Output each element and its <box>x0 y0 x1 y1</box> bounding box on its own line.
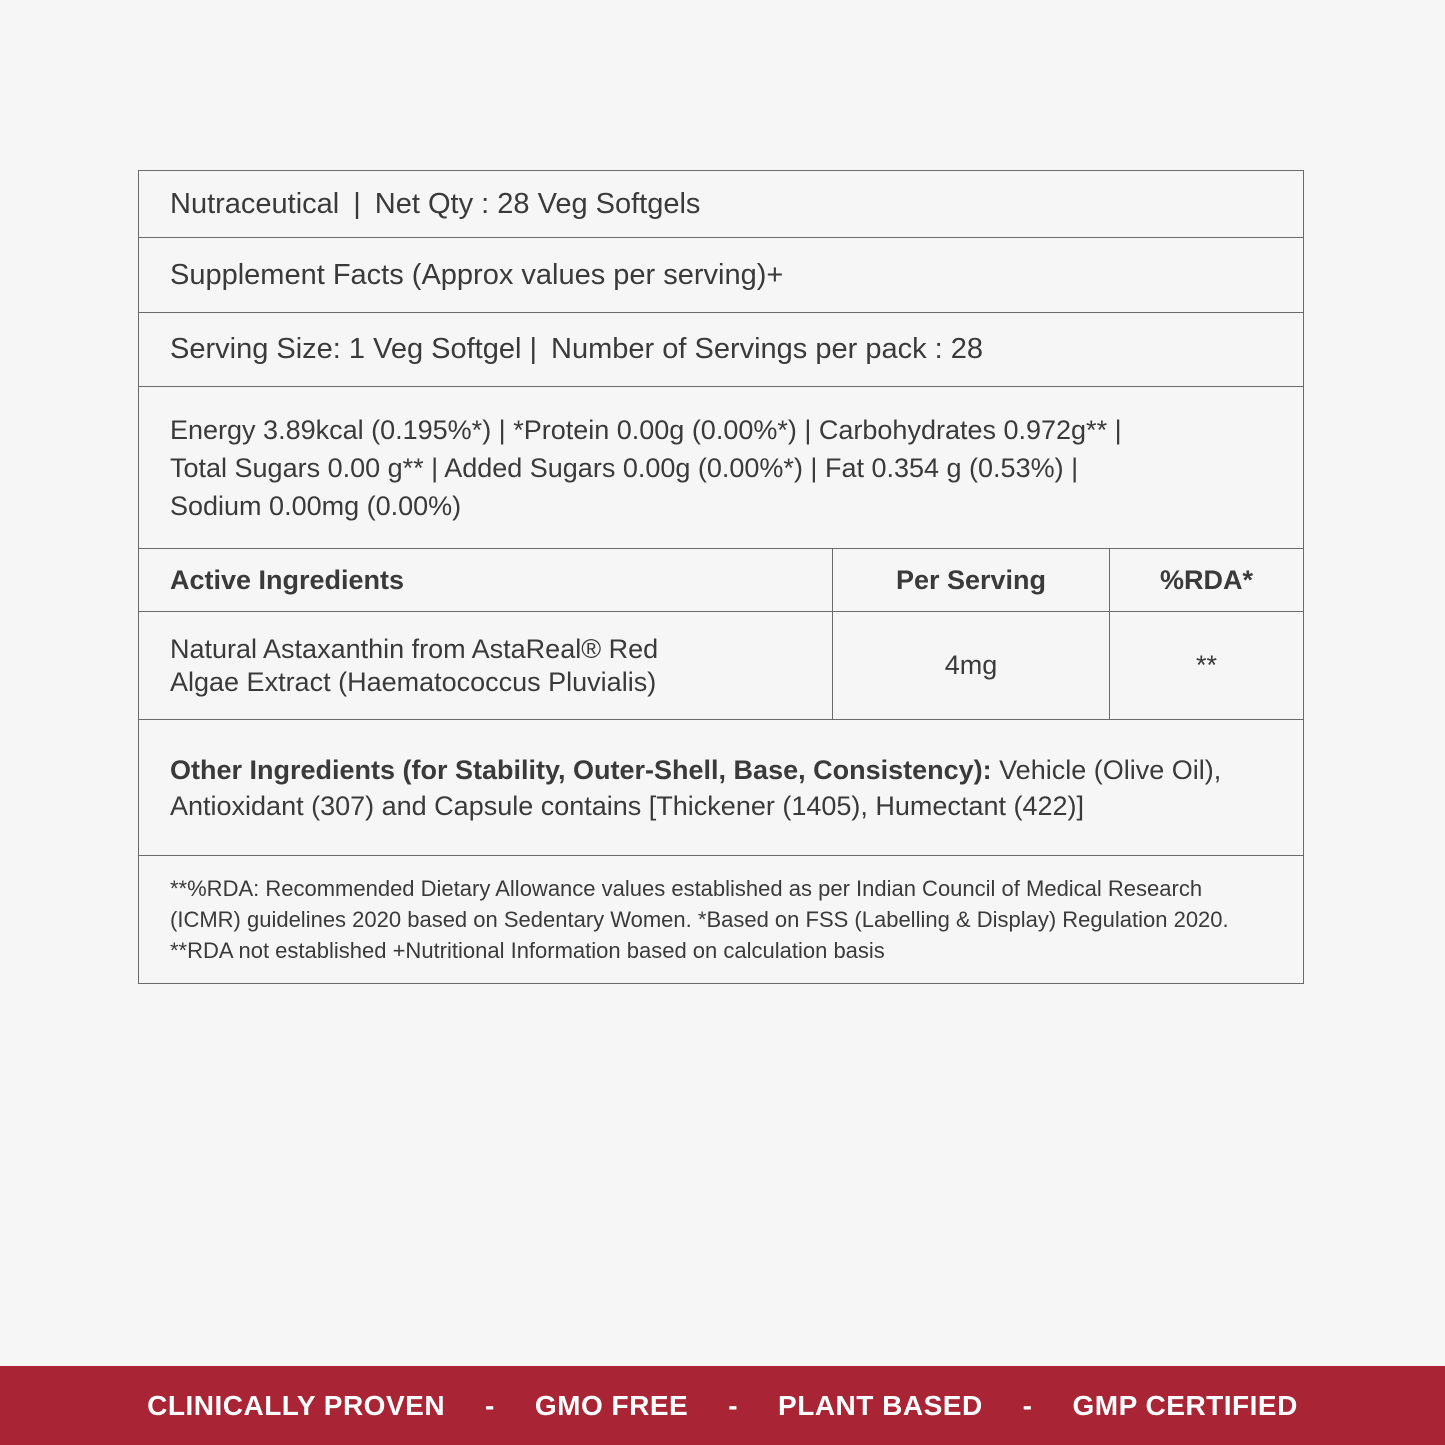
nutrition-line-2: Total Sugars 0.00 g** | Added Sugars 0.00g (0.00%*) | Fat 0.354 g (0.53%) | <box>170 452 1079 483</box>
per-serving-cell: 4mg <box>833 612 1110 719</box>
claim-plant-based: PLANT BASED <box>778 1389 983 1421</box>
supplement-facts-title: Supplement Facts (Approx values per serving)+ <box>170 258 784 291</box>
banner-separator: - <box>485 1389 495 1421</box>
ingredient-line-2: Algae Extract (Haematococcus Pluvialis) <box>170 666 657 697</box>
nutrition-row <box>139 387 1303 549</box>
banner-separator: - <box>728 1389 739 1421</box>
category-text: Nutraceutical <box>170 187 340 220</box>
other-ingredients-label: Other Ingredients (for Stability, Outer-Shell, Base, Consistency): <box>170 754 992 785</box>
claim-clinically-proven: CLINICALLY PROVEN <box>147 1389 446 1421</box>
other-ingredients-list: Vehicle (Olive Oil), Antioxidant (307) and Capsule contains [Thickener (1405), Humectant (422)] <box>170 754 1222 821</box>
serving-size-text: Serving Size: 1 Veg Softgel | <box>170 333 538 365</box>
header-per-serving: Per Serving <box>833 549 1110 611</box>
claim-gmp-certified: GMP CERTIFIED <box>1072 1389 1298 1421</box>
header-separator: | <box>353 187 361 220</box>
ingredient-cell <box>139 612 833 719</box>
supplement-facts-row <box>139 238 1303 313</box>
supplement-label <box>138 170 1304 984</box>
claim-gmo-free: GMO FREE <box>534 1389 689 1421</box>
table-header-row <box>139 549 1303 612</box>
other-ingredients-row <box>139 720 1303 856</box>
header-rda: %RDA* <box>1159 564 1253 595</box>
table-row <box>139 612 1303 720</box>
other-ingredients-text <box>170 752 1263 824</box>
serving-row <box>139 313 1303 387</box>
footnote-row <box>139 856 1303 983</box>
servings-per-pack-text: Number of Servings per pack : 28 <box>551 333 984 365</box>
claims-banner <box>0 1366 1445 1445</box>
net-qty-text: Net Qty : 28 Veg Softgels <box>374 187 701 220</box>
rda-cell: ** <box>1195 650 1217 680</box>
header-active-ingredients: Active Ingredients <box>139 549 833 611</box>
footnote-text: **%RDA: Recommended Dietary Allowance values established as per Indian Council of Medical Research (ICMR) guidelines 2020 based on Sedentary Women. *Based on FSS (Labelling & Display) Regulation 2020. **RDA not established +Nutritional Information based on calculation basis <box>170 876 1229 963</box>
header-row <box>139 171 1303 238</box>
nutrition-text <box>170 411 1122 525</box>
ingredient-line-1: Natural Astaxanthin from AstaReal® Red <box>170 633 659 664</box>
nutrition-line-3: Sodium 0.00mg (0.00%) <box>170 490 462 521</box>
banner-separator: - <box>1022 1389 1033 1421</box>
nutrition-line-1: Energy 3.89kcal (0.195%*) | *Protein 0.00g (0.00%*) | Carbohydrates 0.972g** | <box>170 414 1122 445</box>
